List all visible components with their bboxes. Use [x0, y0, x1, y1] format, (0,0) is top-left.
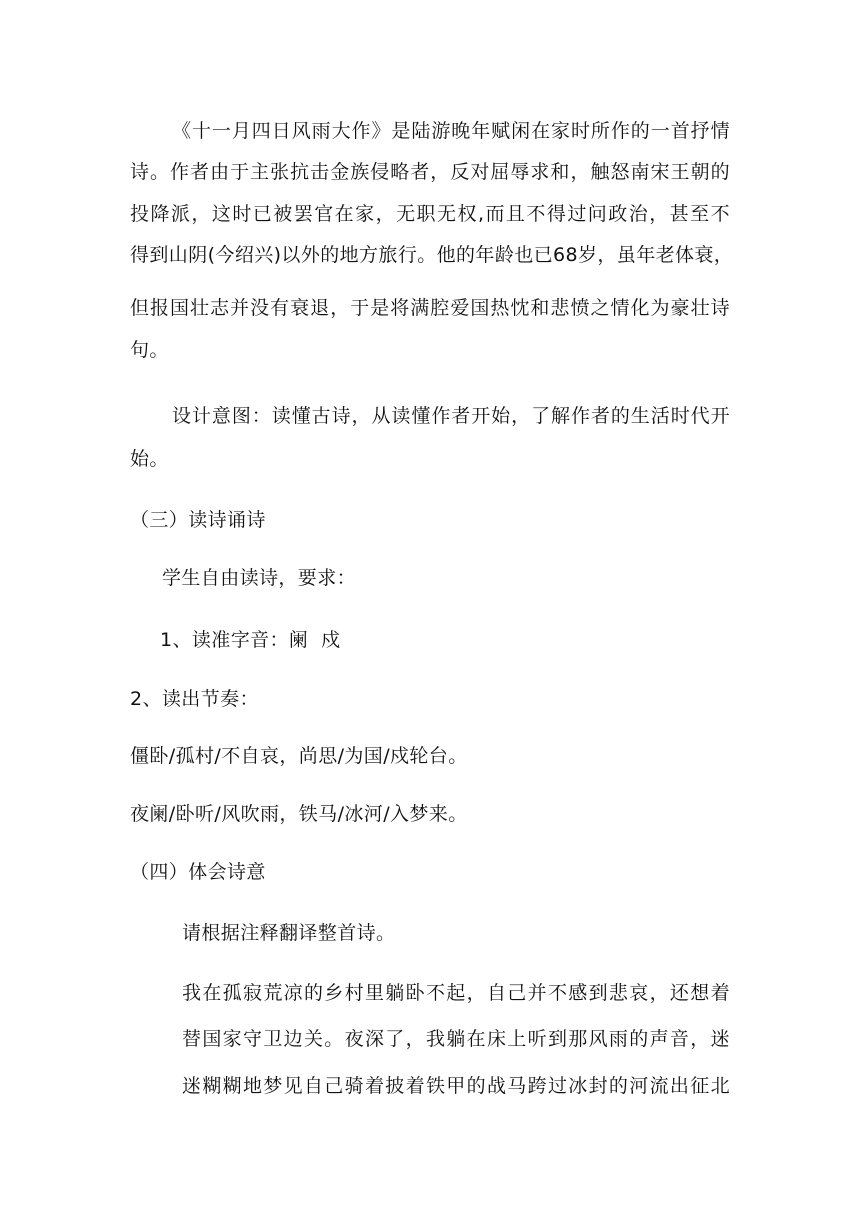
intro-paragraph-line-6: 句。 [130, 339, 169, 361]
translation-line-1: 我在孤寂荒凉的乡村里躺卧不起，自己并不感到悲哀，还想着 [182, 982, 730, 1004]
intro-paragraph-line-4: 得到山阴(今绍兴)以外的地方旅行。他的年龄也已68岁，虽年老体衰， [130, 244, 734, 266]
intro-paragraph-line-1: 《十一月四日风雨大作》是陆游晚年赋闲在家时所作的一首抒情 [172, 120, 730, 142]
requirement-item-2: 2、读出节奏： [130, 688, 259, 710]
translation-instruction: 请根据注释翻译整首诗。 [182, 922, 396, 944]
section-3-heading: （三）读诗诵诗 [130, 509, 266, 531]
intro-paragraph-line-3: 投降派，这时已被罢官在家，无职无权,而且不得过问政治，甚至不 [130, 203, 730, 225]
reading-requirement-intro: 学生自由读诗，要求： [162, 567, 357, 589]
poem-rhythm-line-1: 僵卧/孤村/不自哀，尚思/为国/戍轮台。 [130, 745, 468, 767]
translation-line-2: 替国家守卫边关。夜深了，我躺在床上听到那风雨的声音，迷 [182, 1028, 730, 1050]
design-intent-line-2: 始。 [130, 448, 169, 470]
intro-paragraph-line-5: 但报国壮志并没有衰退，于是将满腔爱国热忱和悲愤之情化为豪壮诗 [130, 297, 730, 319]
intro-paragraph-line-2: 诗。作者由于主张抗击金族侵略者，反对屈辱求和，触怒南宋王朝的 [130, 161, 730, 183]
design-intent-line-1: 设计意图：读懂古诗，从读懂作者开始，了解作者的生活时代开 [172, 405, 730, 427]
poem-rhythm-line-2: 夜阑/卧听/风吹雨，铁马/冰河/入梦来。 [130, 803, 468, 825]
section-4-heading: （四）体会诗意 [130, 861, 266, 883]
translation-line-3: 迷糊糊地梦见自己骑着披着铁甲的战马跨过冰封的河流出征北 [182, 1075, 730, 1097]
requirement-item-1: 1、读准字音：阑 戍 [160, 629, 341, 651]
